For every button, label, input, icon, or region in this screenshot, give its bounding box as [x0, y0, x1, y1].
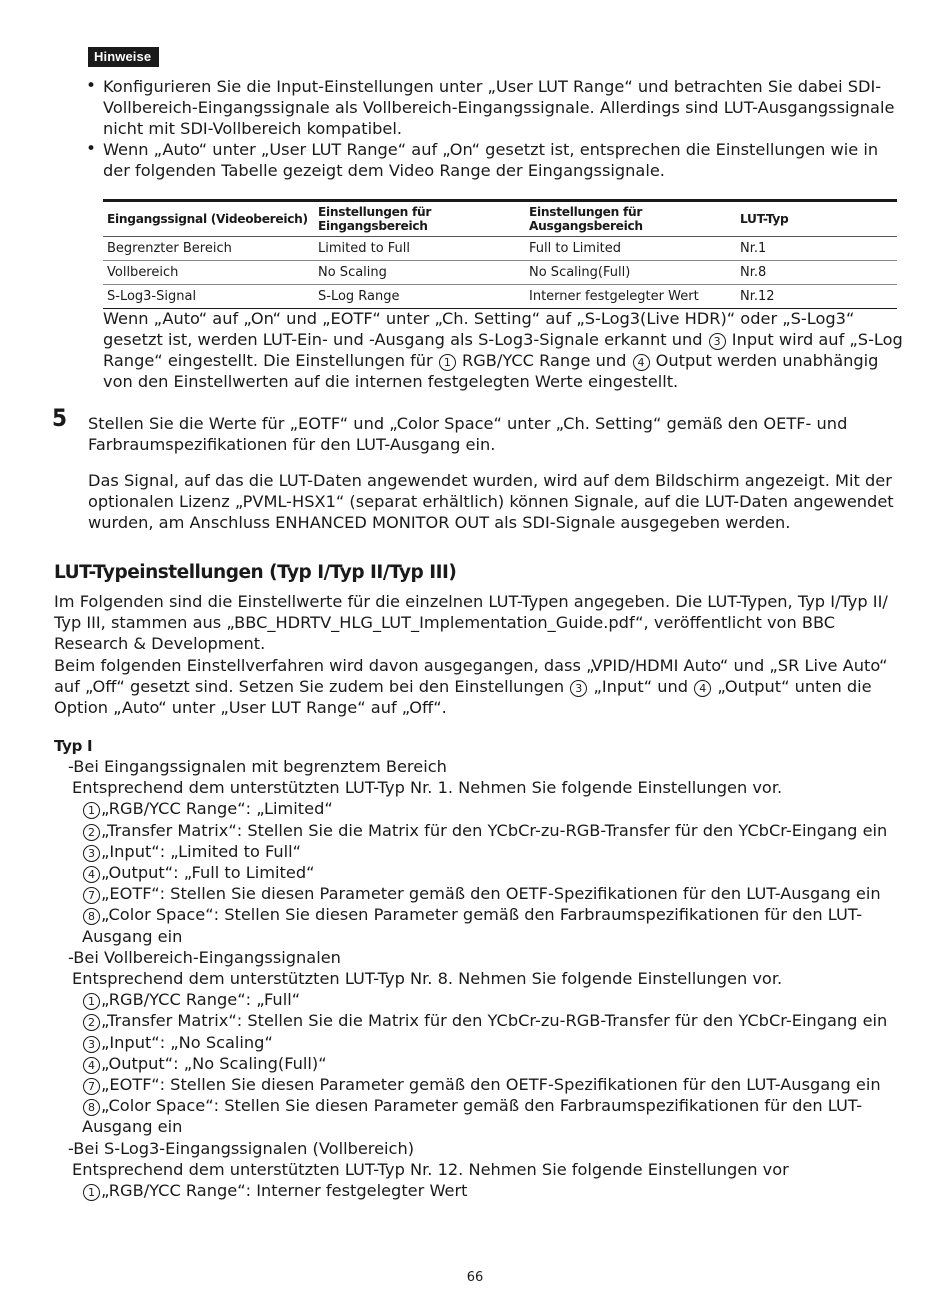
- setting-item: [54, 1180, 914, 1201]
- circled-number-icon: 2: [83, 824, 100, 841]
- circled-number-icon: 8: [83, 1099, 100, 1116]
- table-cell: S-Log3-Signal: [107, 289, 197, 304]
- procedure-note-text: „Input“ und: [588, 677, 694, 696]
- auto-note-text: Output werden unabhängig von den Einstellwerten auf die internen festgelegten Werte eingestellt.: [103, 351, 879, 391]
- procedure-note-text: Beim folgenden Einstellverfahren wird davon ausgegangen, dass „VPID/HDMI Auto“ und „SR Live Auto“ auf „Off“ gesetzt sind. Setzen Sie zudem bei den Einstellungen: [54, 656, 888, 696]
- circled-number-3-icon: 3: [570, 680, 587, 697]
- table-header-cell: Eingangssignal (Videobereich): [103, 201, 314, 237]
- section-intro: Im Folgenden sind die Einstellwerte für die einzelnen LUT-Typen angegeben. Die LUT-Typen, Typ I/Typ II/ Typ III, stammen aus „BBC_HDRTV_HLG_LUT_Implementation_Guide.pdf“, veröffentlicht von BBC Research & Development.: [54, 592, 888, 653]
- setting-text: „Transfer Matrix“: Stellen Sie die Matrix für den YCbCr-zu-RGB-Transfer für den YCbCr-Eingang ein: [101, 1011, 888, 1031]
- table-cell: Limited to Full: [314, 237, 525, 261]
- step-text: Stellen Sie die Werte für „EOTF“ und „Color Space“ unter „Ch. Setting“ gemäß den OETF- und Farbraumspezifikationen für den LUT-Ausgang ein.: [88, 414, 848, 454]
- setting-text: „RGB/YCC Range“: „Limited“: [101, 799, 333, 819]
- notes-list: [86, 76, 906, 181]
- setting-text: „Output“: „Full to Limited“: [101, 863, 315, 883]
- table-cell: Nr.1: [736, 237, 897, 261]
- circled-number-3-icon: 3: [709, 333, 726, 350]
- setting-text: „Input“: „No Scaling“: [101, 1032, 273, 1052]
- notes-badge: Hinweise: [88, 47, 159, 67]
- table-cell: Vollbereich: [103, 261, 314, 285]
- circled-number-icon: 1: [83, 1184, 100, 1201]
- setting-text: „Color Space“: Stellen Sie diesen Parameter gemäß den Farbraumspezifikationen für den LUT-Ausgang ein: [82, 1096, 863, 1137]
- setting-item: [54, 820, 914, 841]
- lut-range-table: [103, 199, 897, 309]
- setting-text: „Output“: „No Scaling(Full)“: [101, 1053, 327, 1073]
- setting-item: [54, 883, 914, 904]
- section-title: LUT-Typeinstellungen (Typ I/Typ II/Typ III): [54, 562, 457, 583]
- table-cell: Nr.12: [740, 289, 775, 304]
- setting-item: [54, 1095, 914, 1137]
- setting-text: „Transfer Matrix“: Stellen Sie die Matrix für den YCbCr-zu-RGB-Transfer für den YCbCr-Eingang ein: [101, 820, 888, 840]
- typ-1-settings: [54, 756, 914, 1201]
- setting-item: [54, 841, 914, 862]
- auto-note-text: Wenn „Auto“ auf „On“ und „EOTF“ unter „Ch. Setting“ auf „S-Log3(Live HDR)“ oder „S-Log3“ gesetzt ist, werden LUT-Ein- und -Ausgang als S-Log3-Signale erkannt und: [103, 309, 855, 349]
- setting-text: „EOTF“: Stellen Sie diesen Parameter gemäß den OETF-Spezifikationen für den LUT-Ausgang ein: [101, 1075, 881, 1095]
- table-header-cell: LUT-Typ: [736, 201, 897, 237]
- group-intro: Entsprechend dem unterstützten LUT-Typ Nr. 12. Nehmen Sie folgende Einstellungen vor: [72, 1159, 789, 1179]
- setting-text: „RGB/YCC Range“: Interner festgelegter Wert: [101, 1181, 468, 1201]
- circled-number-4-icon: 4: [694, 680, 711, 697]
- circled-number-icon: 7: [83, 887, 100, 904]
- setting-text: „RGB/YCC Range“: „Full“: [101, 990, 301, 1010]
- table-row: [103, 237, 897, 261]
- group-heading: -Bei Eingangssignalen mit begrenztem Bereich: [68, 757, 447, 776]
- setting-item: [54, 904, 914, 946]
- page-number: 66: [466, 1270, 484, 1285]
- note-item: • Konfigurieren Sie die Input-Einstellungen unter „User LUT Range“ und betrachten Sie dabei SDI-Vollbereich-Eingangssignale als Vollbereich-Eingangssignale. Allerdings sind LUT-Ausgangssignale nicht mit SDI-Vollbereich kompatibel.: [86, 76, 906, 139]
- group-intro: Entsprechend dem unterstützten LUT-Typ Nr. 1. Nehmen Sie folgende Einstellungen vor.: [72, 778, 783, 798]
- setting-item: [54, 1032, 914, 1053]
- circled-number-icon: 3: [83, 845, 100, 862]
- group-heading: -Bei Vollbereich-Eingangssignalen: [68, 947, 341, 967]
- group-intro: Entsprechend dem unterstützten LUT-Typ Nr. 8. Nehmen Sie folgende Einstellungen vor.: [72, 969, 783, 989]
- setting-item: [54, 1053, 914, 1074]
- circled-number-4-icon: 4: [633, 354, 650, 371]
- setting-text: „Input“: „Limited to Full“: [101, 841, 302, 861]
- circled-number-icon: 4: [83, 1057, 100, 1074]
- setting-item: [54, 989, 914, 1010]
- typ-1-title: Typ I: [54, 737, 93, 755]
- table-header-cell: Einstellungen für Eingangsbereich: [314, 201, 525, 237]
- setting-item: [54, 1010, 914, 1031]
- table-cell: Interner festgelegter Wert: [529, 289, 699, 304]
- step-number: 5: [52, 404, 68, 432]
- procedure-note-text: „Output“ unten die Option „Auto“ unter „User LUT Range“ auf „Off“.: [54, 677, 872, 717]
- table-header-row: [103, 201, 897, 237]
- setting-text: „Color Space“: Stellen Sie diesen Parameter gemäß den Farbraumspezifikationen für den LUT-Ausgang ein: [82, 905, 863, 946]
- circled-number-1-icon: 1: [439, 354, 456, 371]
- circled-number-icon: 3: [83, 1036, 100, 1053]
- group-heading: -Bei S-Log3-Eingangssignalen (Vollbereich): [68, 1138, 415, 1158]
- circled-number-icon: 7: [83, 1078, 100, 1095]
- auto-note-text: RGB/YCC Range und: [456, 351, 632, 370]
- auto-note-text: Input wird auf „S-Log Range“ eingestellt. Die Einstellungen für: [103, 330, 903, 370]
- setting-item: [54, 862, 914, 883]
- step-detail: Das Signal, auf das die LUT-Daten angewendet wurden, wird auf dem Bildschirm angezeigt. Mit der optionalen Lizenz „PVML-HSX1“ (separat erhältlich) können Signale, auf die LUT-Daten angewendet wurden, am Anschluss ENHANCED MONITOR OUT als SDI-Signale ausgegeben werden.: [88, 471, 894, 532]
- table-cell: Begrenzter Bereich: [103, 237, 314, 261]
- setting-text: „EOTF“: Stellen Sie diesen Parameter gemäß den OETF-Spezifikationen für den LUT-Ausgang ein: [101, 884, 881, 904]
- table-cell: No Scaling(Full): [525, 261, 736, 285]
- auto-mode-note: [103, 308, 903, 392]
- table-cell: Full to Limited: [525, 237, 736, 261]
- circled-number-icon: 2: [83, 1014, 100, 1031]
- table-header-cell: Einstellungen für Ausgangsbereich: [525, 201, 736, 237]
- table-row: [103, 285, 897, 309]
- setting-item: [54, 798, 914, 819]
- section-procedure-note: [54, 655, 904, 718]
- table-cell: No Scaling: [314, 261, 525, 285]
- circled-number-icon: 1: [83, 993, 100, 1010]
- circled-number-icon: 4: [83, 866, 100, 883]
- table-cell: Nr.8: [736, 261, 897, 285]
- table-row: [103, 261, 897, 285]
- circled-number-icon: 1: [83, 802, 100, 819]
- note-item: • Wenn „Auto“ unter „User LUT Range“ auf „On“ gesetzt ist, entsprechen die Einstellungen wie in der folgenden Tabelle gezeigt dem Video Range der Eingangssignale.: [86, 139, 906, 181]
- circled-number-icon: 8: [83, 908, 100, 925]
- table-cell: S-Log Range: [318, 289, 400, 304]
- setting-item: [54, 1074, 914, 1095]
